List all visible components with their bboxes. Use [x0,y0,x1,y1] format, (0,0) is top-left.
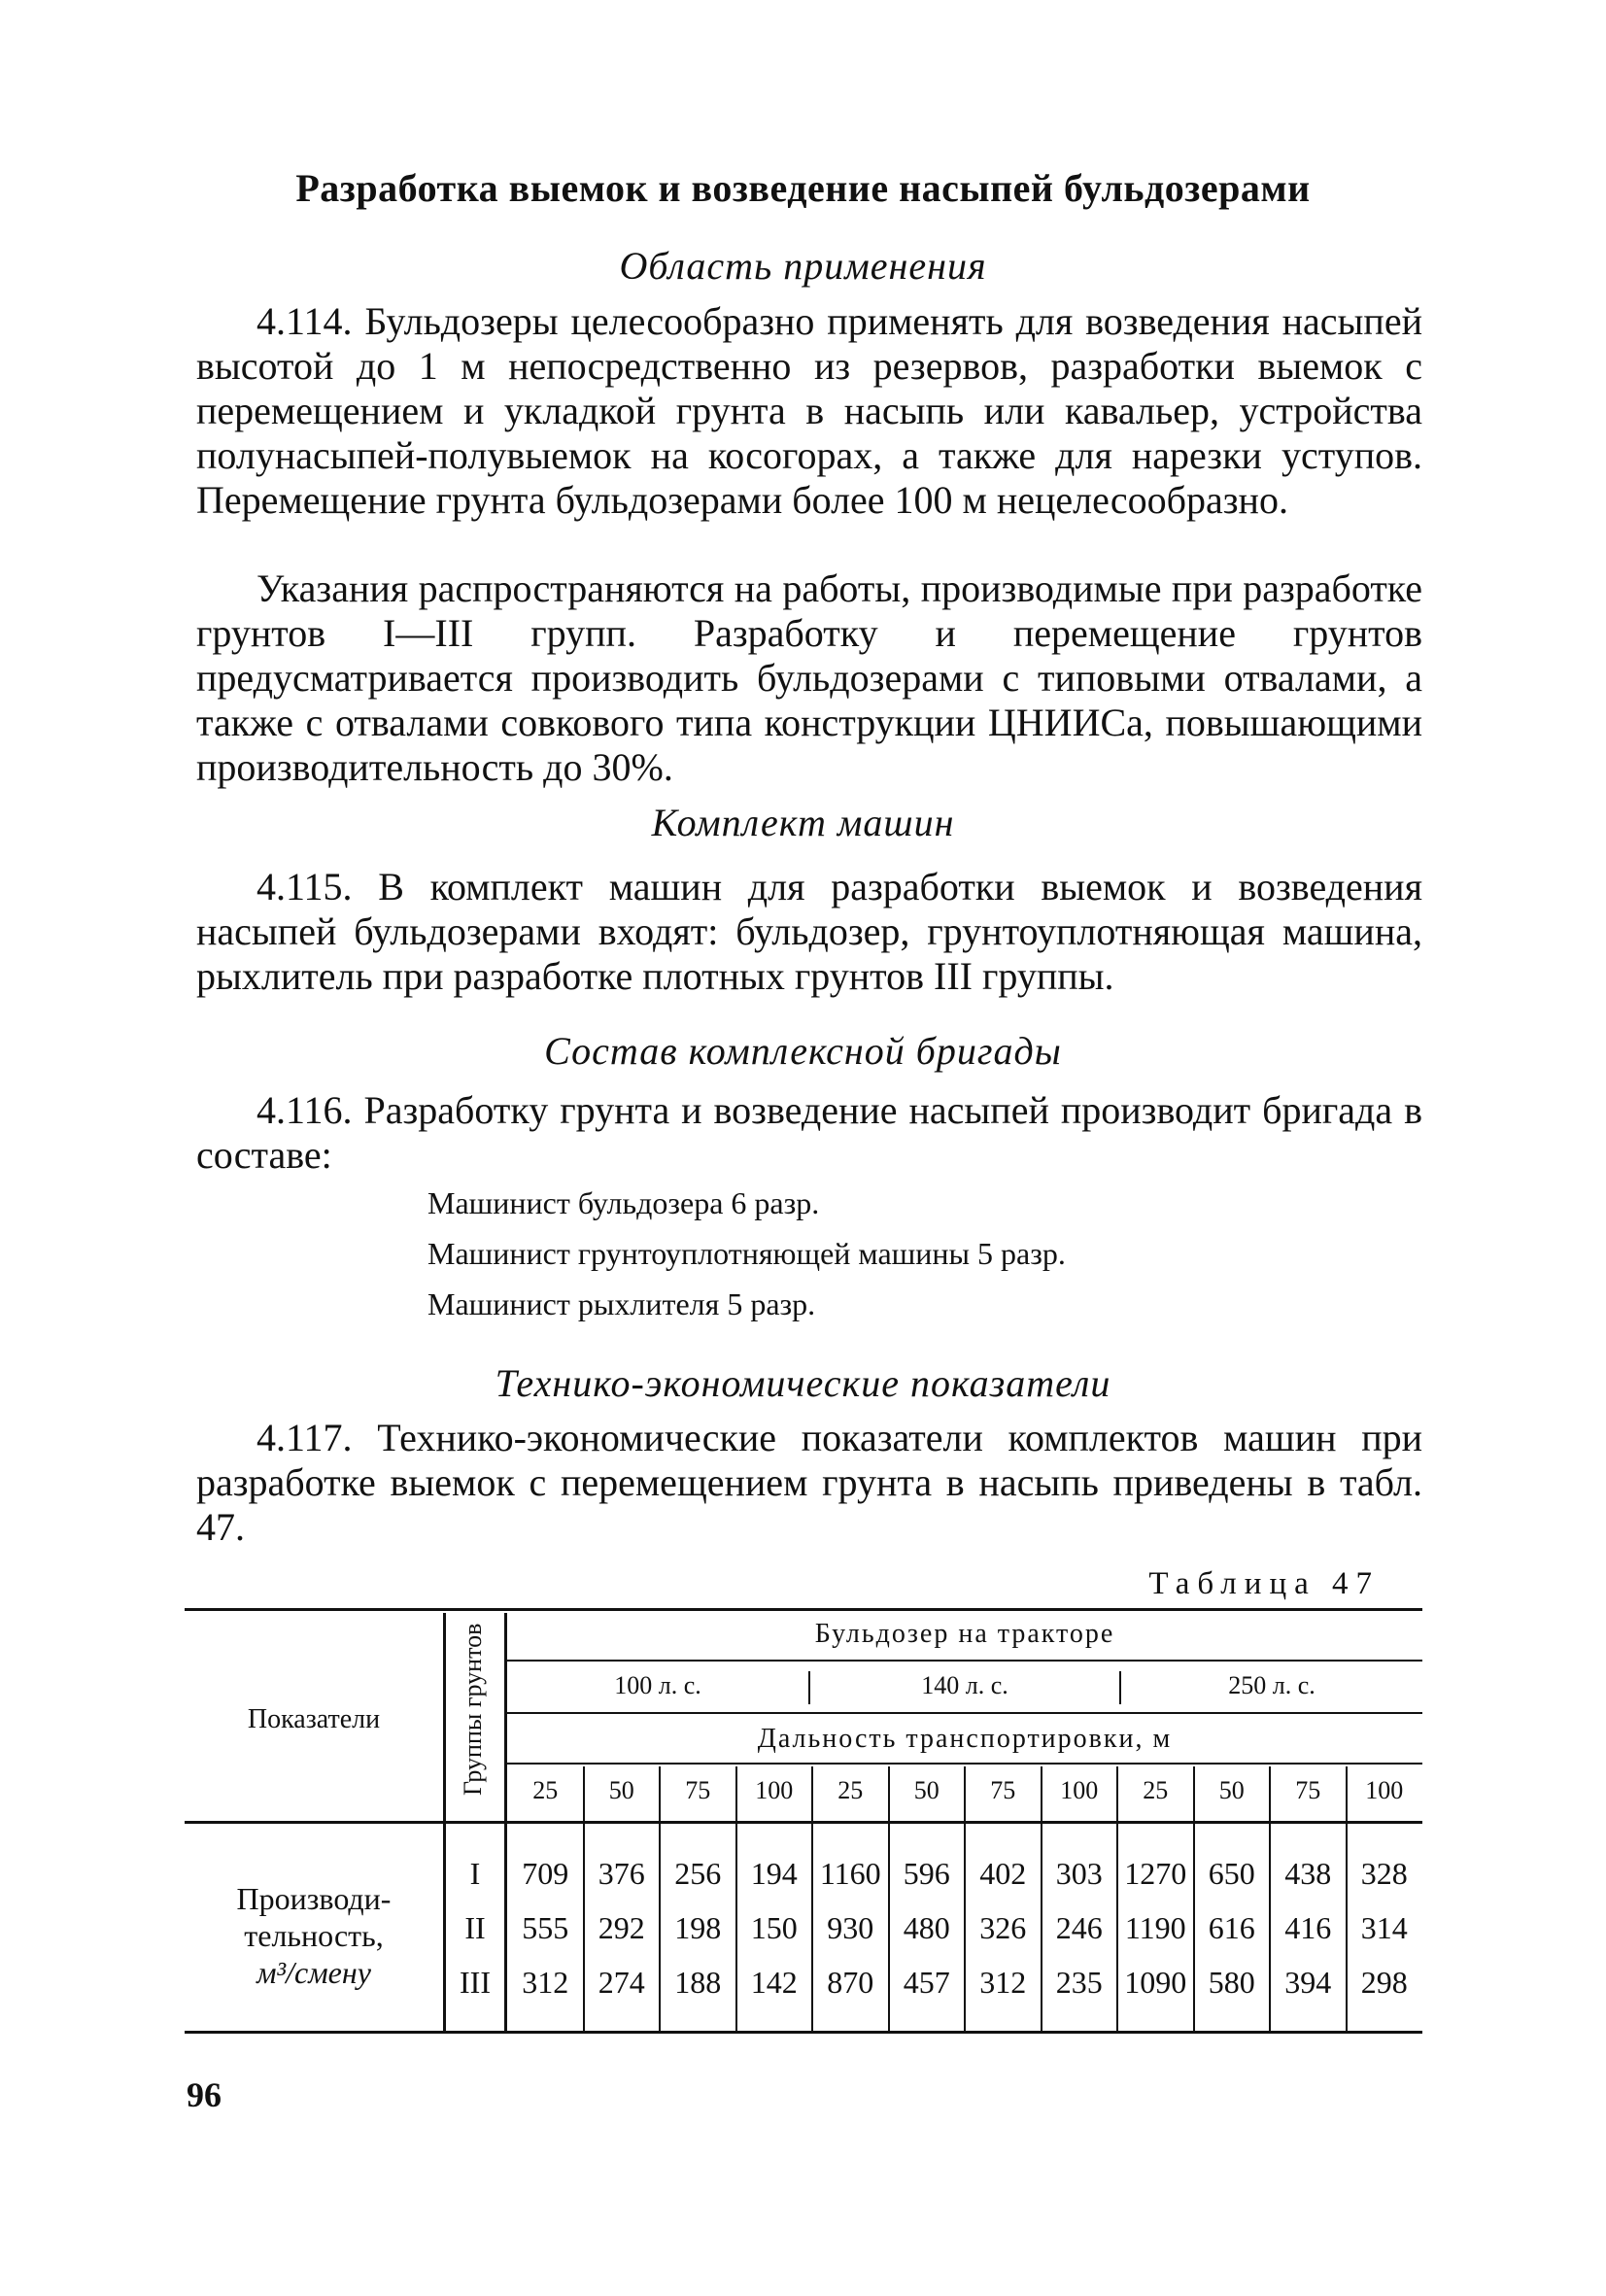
table-cell: 394 [1284,1965,1332,2000]
distance-tick: 25 [837,1776,864,1804]
paragraph-4-117: 4.117. Технико-экономические показатели комплектов машин при разработке выемок с перемещением грунта в насыпь приведены в табл. 47. [196,1416,1422,1549]
table-cell: 328 [1360,1856,1408,1891]
page-number: 96 [187,2075,222,2114]
header-bulldozer: Бульдозер на тракторе [814,1619,1115,1649]
page-title: Разработка выемок и возведение насыпей бульдозерами [295,166,1311,210]
table-cell: 709 [522,1856,569,1891]
table-cell: 246 [1055,1910,1103,1945]
heading-indicators: Технико-экономические показатели [495,1361,1111,1405]
distance-tick: 75 [685,1776,711,1804]
table-cell: 930 [827,1910,874,1945]
header-distance: Дальность транспортировки, м [757,1724,1173,1754]
table-bottom-rule [185,2031,1422,2034]
distance-tick: 75 [1295,1776,1321,1804]
table-label: Таблица 47 [1148,1566,1380,1601]
table-cell: 402 [979,1856,1027,1891]
paragraph-4-116: 4.116. Разработку грунта и возведение насыпей производит бригада в составе: [196,1088,1422,1177]
heading-area: Область применения [619,244,987,288]
header-line [507,1712,1422,1714]
row-label-line: тельность, [244,1918,384,1953]
table-cell: 1190 [1124,1910,1186,1945]
table-cell: 303 [1055,1856,1103,1891]
row-label-unit: м³/смену [256,1955,371,1990]
paragraph-instructions: Указания распространяются на работы, производимые при разработке грунтов I—III групп. Разработку и перемещение грунтов предусматривается производить бульдозерами с типовыми отвалами, а также с отвалами совкового типа конструкции ЦНИИСа, повышающими производительность до 30%. [196,566,1422,789]
table-cell: 235 [1055,1965,1103,2000]
distance-tick: 50 [1218,1776,1245,1804]
soil-group: III [460,1965,491,2000]
header-indicators: Показатели [247,1704,381,1734]
distance-tick: 100 [1365,1776,1404,1804]
table-cell: 312 [979,1965,1027,2000]
header-soil-groups: Группы грунтов [459,1623,487,1796]
distance-tick: 50 [608,1776,634,1804]
table-cell: 1270 [1124,1856,1187,1891]
soil-group: I [469,1856,481,1891]
crew-member: Машинист бульдозера 6 разр. [427,1185,820,1220]
table-header-rule [185,1821,1422,1824]
distance-tick: 25 [532,1776,559,1804]
table-cell: 376 [598,1856,645,1891]
table-cell: 438 [1284,1856,1332,1891]
heading-machines: Комплект машин [651,801,955,844]
table-cell: 198 [674,1910,722,1945]
header-line [507,1763,1422,1765]
table-cell: 580 [1208,1965,1255,2000]
table-cell: 298 [1360,1965,1408,2000]
paragraph-4-114: 4.114. Бульдозеры целесообразно применять для возведения насыпей высотой до 1 м непосредственно из резервов, разработки выемок с перемещением и укладкой грунта в насыпь или кавальер, устройства полунасыпей-полувыемок на косогорах, а также для нарезки уступов. Перемещение грунта бульдозерами более 100 м нецелесообразно. [196,299,1422,522]
table-cell: 142 [750,1965,798,2000]
crew-member: Машинист рыхлителя 5 разр. [427,1286,816,1321]
table-cell: 312 [522,1965,569,2000]
table-cell: 188 [674,1965,722,2000]
table-cell: 1090 [1124,1965,1187,2000]
table-cell: 274 [598,1965,645,2000]
table-cell: 480 [903,1910,950,1945]
table-cell: 416 [1284,1910,1332,1945]
table-cell: 616 [1208,1910,1255,1945]
table-cell: 150 [750,1910,798,1945]
row-label-productivity [185,1880,443,1991]
heading-brigade: Состав комплексной бригады [544,1029,1062,1073]
distance-tick: 25 [1143,1776,1169,1804]
table-cell: 596 [903,1856,950,1891]
table-top-rule [185,1608,1422,1611]
table-cell: 326 [979,1910,1027,1945]
paragraph-4-115: 4.115. В комплект машин для разработки выемок и возведения насыпей бульдозерами входят: бульдозер, грунтоуплотняющая машина, рыхлитель при разработке плотных грунтов III группы. [196,865,1422,998]
table-cell: 1160 [819,1856,881,1891]
table-cell: 555 [522,1910,569,1945]
distance-tick: 75 [990,1776,1016,1804]
header-tractor-140: 140 л. с. [921,1671,1008,1699]
distance-tick: 50 [913,1776,940,1804]
soil-group: II [464,1910,486,1945]
table-cell: 194 [750,1856,798,1891]
header-tractor-100: 100 л. с. [614,1671,701,1699]
table-cell: 256 [674,1856,722,1891]
row-label-line: Производи- [236,1881,392,1916]
table-cell: 314 [1360,1910,1408,1945]
header-line [507,1660,1422,1662]
crew-member: Машинист грунтоуплотняющей машины 5 разр. [427,1236,1066,1271]
table-cell: 650 [1208,1856,1255,1891]
table-cell: 870 [827,1965,874,2000]
header-tractor-250: 250 л. с. [1228,1671,1316,1699]
distance-tick: 100 [755,1776,794,1804]
table-cell: 292 [598,1910,645,1945]
distance-tick: 100 [1060,1776,1099,1804]
table-cell: 457 [903,1965,950,2000]
